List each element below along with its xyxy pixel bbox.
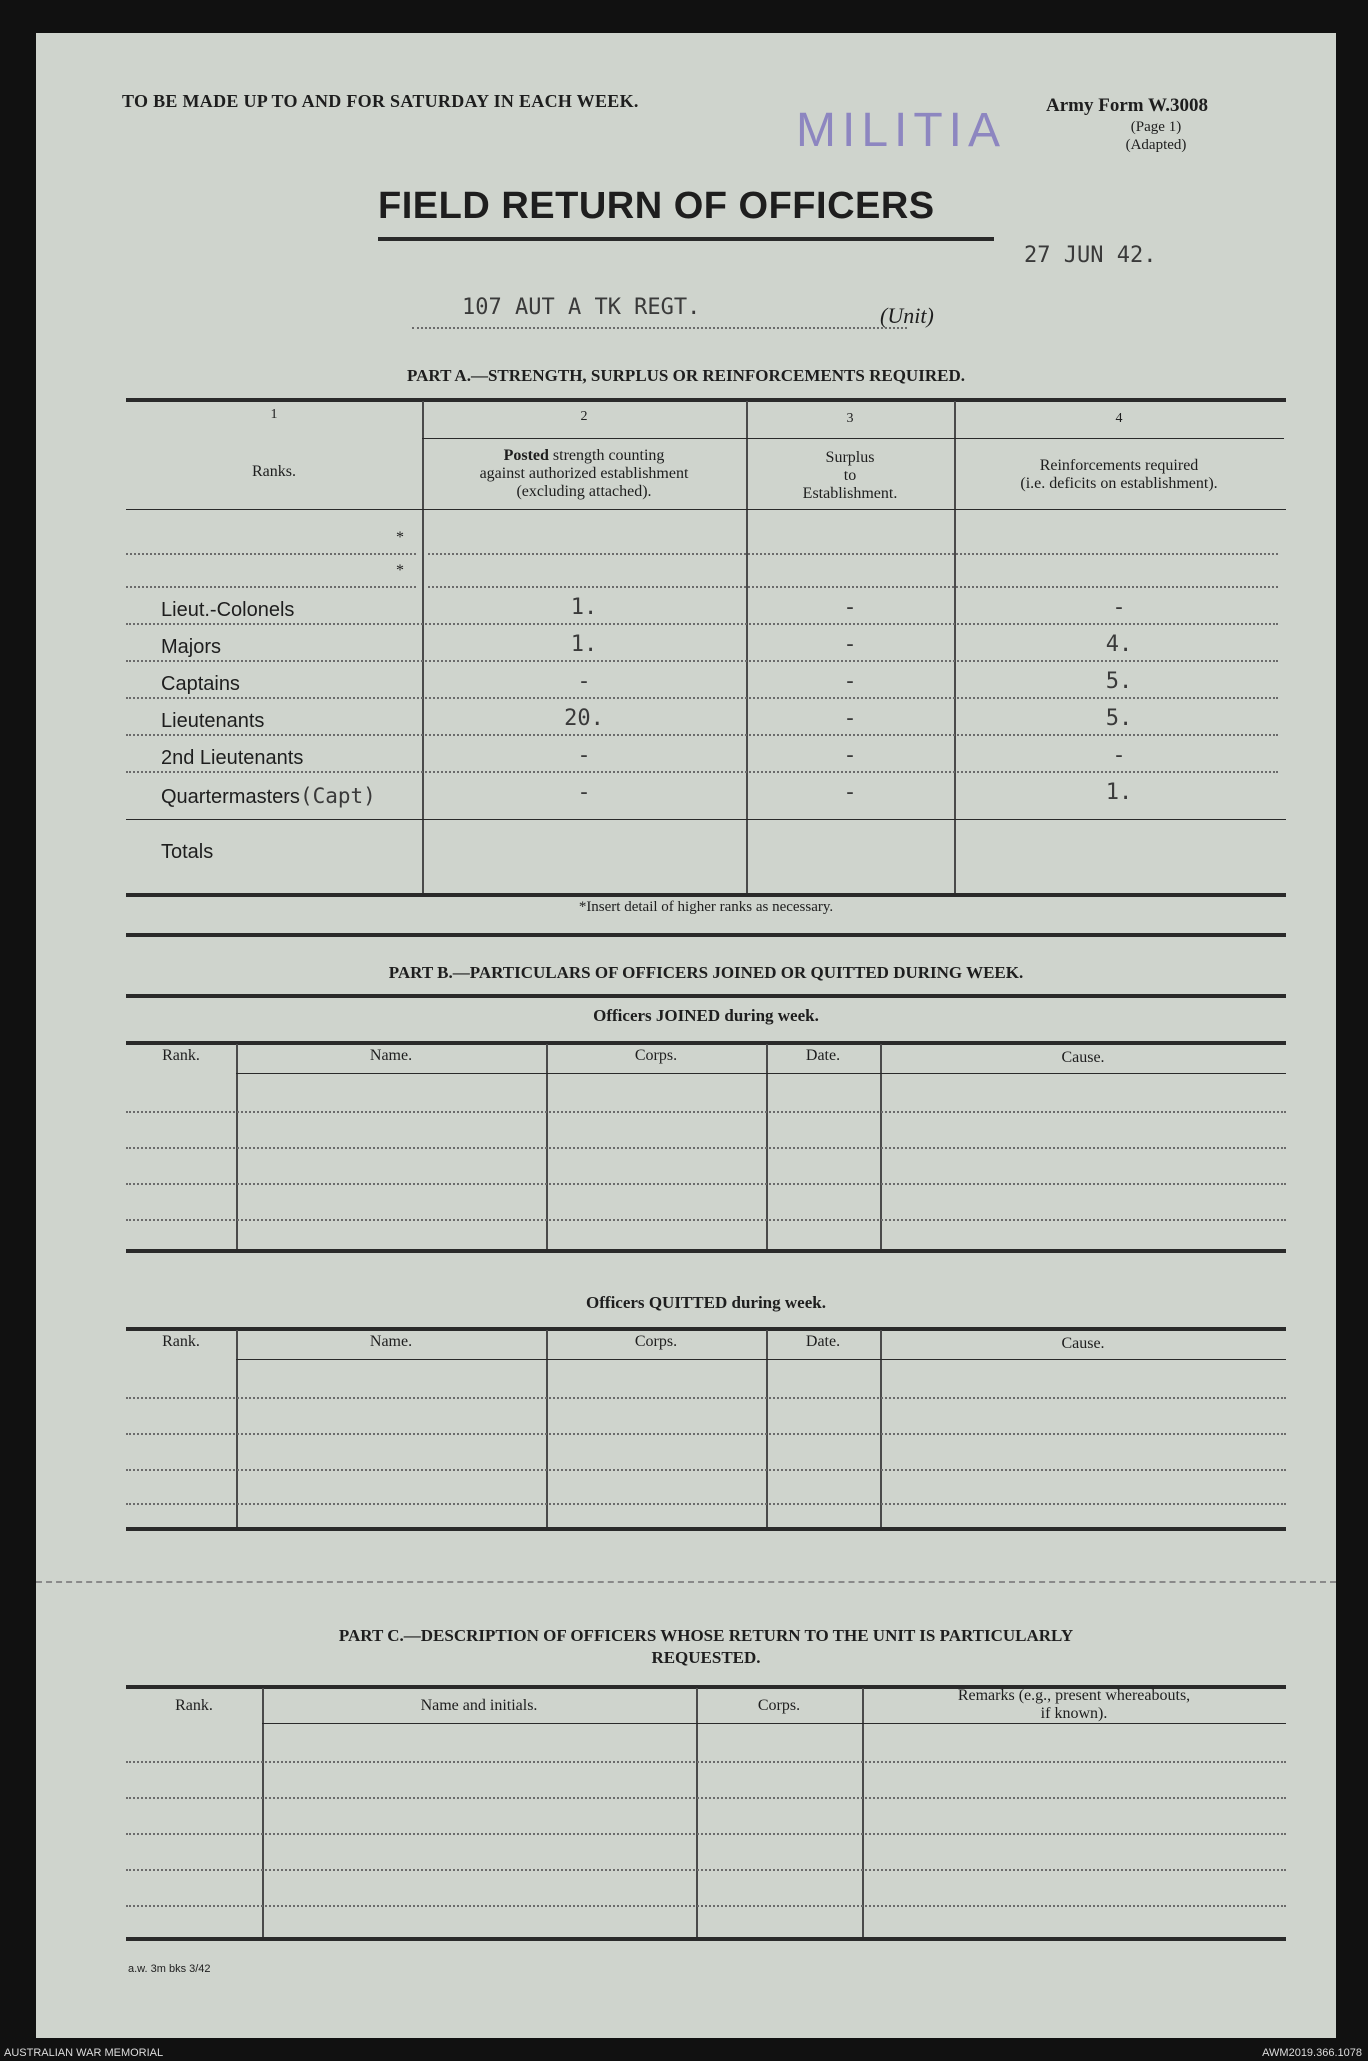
col-header-posted bbox=[422, 447, 746, 501]
remarks-2: if known). bbox=[1040, 1705, 1108, 1722]
page-title: FIELD RETURN OF OFFICERS bbox=[378, 185, 935, 227]
reinf-lieut-colonels: - bbox=[1112, 595, 1126, 620]
col-header-surplus bbox=[746, 449, 954, 503]
quitted-line-3 bbox=[126, 1469, 1286, 1471]
print-code: a.w. 3m bks 3/42 bbox=[128, 1963, 211, 1975]
row-line-5 bbox=[126, 771, 1278, 773]
instruction-text: TO BE MADE UP TO AND FOR SATURDAY IN EACH WEEK. bbox=[122, 91, 639, 111]
quitted-col-corps: Corps. bbox=[634, 1333, 678, 1350]
unit-value: 107 AUT A TK REGT. bbox=[462, 295, 701, 320]
quitted-title-pre: Officers bbox=[586, 1293, 649, 1312]
rank-quartermasters bbox=[161, 784, 376, 809]
header-bottom-rule bbox=[126, 509, 1286, 510]
col-number-1: 1 bbox=[270, 407, 278, 422]
col-header-ranks: Ranks. bbox=[252, 463, 296, 480]
surplus-2: to bbox=[843, 467, 857, 484]
asterisk-2: * bbox=[396, 562, 404, 579]
part-a-end-rule bbox=[126, 933, 1286, 937]
unit-label: (Unit) bbox=[880, 303, 934, 328]
joined-title-pre: Officers bbox=[593, 1006, 656, 1025]
form-adapted: (Adapted) bbox=[1125, 137, 1187, 153]
asterisk-1: * bbox=[396, 529, 404, 546]
militia-stamp: MILITIA bbox=[796, 104, 1007, 157]
part-c-col-corps: Corps. bbox=[757, 1697, 801, 1714]
footer-right: AWM2019.366.1078 bbox=[1262, 2047, 1362, 2059]
surplus-lieutenants: - bbox=[843, 706, 857, 731]
reinf-1: Reinforcements required bbox=[1039, 457, 1199, 474]
joined-title-post: during week. bbox=[720, 1006, 819, 1025]
surplus-majors: - bbox=[843, 632, 857, 657]
quitted-col-rank: Rank. bbox=[162, 1333, 200, 1350]
joined-title-key: JOINED bbox=[655, 1006, 721, 1025]
rank-majors: Majors bbox=[161, 636, 222, 658]
posted-rest: strength counting bbox=[548, 447, 665, 464]
quitted-col-date: Date. bbox=[805, 1333, 841, 1350]
joined-title bbox=[126, 1006, 1286, 1026]
return-date: 27 JUN 42. bbox=[1024, 243, 1157, 268]
row-line-1 bbox=[126, 623, 1278, 625]
part-c-div-2 bbox=[696, 1688, 698, 1940]
quitted-col-cause: Cause. bbox=[1061, 1335, 1105, 1352]
col-header-reinforcements bbox=[954, 457, 1284, 493]
posted-line2: against authorized establishment bbox=[479, 465, 689, 482]
row-line-2 bbox=[126, 660, 1278, 662]
rank-captains: Captains bbox=[161, 673, 240, 695]
surplus-1: Surplus bbox=[825, 449, 875, 466]
rank-quartermasters-label: Quartermasters bbox=[161, 786, 300, 808]
joined-line-3 bbox=[126, 1183, 1286, 1185]
part-c-header-rule bbox=[262, 1723, 1286, 1724]
rank-2nd-lieutenants: 2nd Lieutenants bbox=[161, 747, 304, 769]
detail-right-line-2 bbox=[428, 586, 1278, 588]
form-number: Army Form W.3008 bbox=[1046, 95, 1209, 116]
part-c-line-2 bbox=[126, 1797, 1286, 1799]
form-page bbox=[36, 33, 1336, 2038]
rank-quartermasters-note: (Capt) bbox=[299, 784, 376, 808]
totals-label: Totals bbox=[161, 841, 214, 863]
surplus-3: Establishment. bbox=[802, 485, 898, 502]
reinf-quartermasters: 1. bbox=[1105, 780, 1133, 805]
quitted-title bbox=[126, 1293, 1286, 1313]
joined-line-1 bbox=[126, 1111, 1286, 1113]
footer-left: AUSTRALIAN WAR MEMORIAL bbox=[4, 2047, 164, 2059]
form-page: (Page 1) bbox=[1130, 119, 1182, 135]
row-line-4 bbox=[126, 734, 1278, 736]
detail-line-1 bbox=[126, 553, 416, 555]
rank-lieutenants: Lieutenants bbox=[161, 710, 265, 732]
reinf-majors: 4. bbox=[1105, 632, 1133, 657]
posted-line3: (excluding attached). bbox=[516, 483, 652, 500]
reinf-2: (i.e. deficits on establishment). bbox=[1020, 475, 1218, 492]
detail-line-2 bbox=[126, 586, 416, 588]
row-line-3 bbox=[126, 697, 1278, 699]
posted-lieut-colonels: 1. bbox=[570, 595, 598, 620]
detail-right-line-1 bbox=[428, 553, 1278, 555]
part-c-bottom-rule bbox=[126, 1937, 1286, 1941]
col-number-4: 4 bbox=[1115, 411, 1123, 426]
quitted-col-name: Name. bbox=[369, 1333, 413, 1350]
part-c-col-rank: Rank. bbox=[175, 1697, 213, 1714]
part-a-title: PART A.—STRENGTH, SURPLUS OR REINFORCEMENTS REQUIRED. bbox=[407, 366, 965, 385]
posted-bold: Posted bbox=[503, 447, 549, 464]
joined-col-rank: Rank. bbox=[162, 1047, 200, 1064]
joined-col-corps: Corps. bbox=[634, 1047, 678, 1064]
joined-col-date: Date. bbox=[805, 1047, 841, 1064]
totals-top-rule bbox=[126, 819, 1286, 820]
perforation-line bbox=[36, 1581, 1336, 1583]
surplus-lieut-colonels: - bbox=[843, 595, 857, 620]
col-number-2: 2 bbox=[580, 409, 588, 424]
joined-top-rule bbox=[126, 1041, 1286, 1045]
surplus-quartermasters: - bbox=[843, 780, 857, 805]
reinf-lieutenants: 5. bbox=[1105, 706, 1133, 731]
title-underline bbox=[378, 237, 994, 241]
part-c-line-5 bbox=[126, 1905, 1286, 1907]
quitted-line-1 bbox=[126, 1397, 1286, 1399]
quitted-line-4 bbox=[126, 1503, 1286, 1505]
joined-header-rule bbox=[236, 1073, 1286, 1074]
quitted-top-rule bbox=[126, 1327, 1286, 1331]
rank-lieut-colonels: Lieut.-Colonels bbox=[161, 599, 295, 621]
posted-2nd-lieutenants: - bbox=[577, 743, 591, 768]
unit-dotted-line bbox=[412, 327, 907, 329]
part-c-line-1 bbox=[126, 1761, 1286, 1763]
quitted-header-rule bbox=[236, 1359, 1286, 1360]
part-c-title bbox=[126, 1625, 1286, 1669]
part-c-col-remarks bbox=[862, 1687, 1286, 1723]
part-b-top-rule bbox=[126, 994, 1286, 998]
joined-col-name: Name. bbox=[369, 1047, 413, 1064]
posted-quartermasters: - bbox=[577, 780, 591, 805]
posted-captains: - bbox=[577, 669, 591, 694]
quitted-title-key: QUITTED bbox=[648, 1293, 728, 1312]
part-c-line-4 bbox=[126, 1869, 1286, 1871]
joined-col-cause: Cause. bbox=[1061, 1049, 1105, 1066]
reinf-captains: 5. bbox=[1105, 669, 1133, 694]
reinf-2nd-lieutenants: - bbox=[1112, 743, 1126, 768]
part-c-line-3 bbox=[126, 1833, 1286, 1835]
part-a-top-rule bbox=[126, 398, 1286, 402]
part-c-div-3 bbox=[862, 1688, 864, 1940]
quitted-title-post: during week. bbox=[727, 1293, 826, 1312]
part-a-bottom-rule bbox=[126, 893, 1286, 897]
part-c-title-line1: PART C.—DESCRIPTION OF OFFICERS WHOSE RETURN TO THE UNIT IS PARTICULARLY bbox=[338, 1626, 1074, 1645]
posted-majors: 1. bbox=[570, 632, 598, 657]
remarks-1: Remarks (e.g., present whereabouts, bbox=[957, 1687, 1191, 1704]
surplus-captains: - bbox=[843, 669, 857, 694]
surplus-2nd-lieutenants: - bbox=[843, 743, 857, 768]
header-subrule bbox=[422, 438, 1284, 439]
joined-line-2 bbox=[126, 1147, 1286, 1149]
part-c-title-line2: REQUESTED. bbox=[651, 1648, 761, 1667]
part-b-title: PART B.—PARTICULARS OF OFFICERS JOINED OR QUITTED DURING WEEK. bbox=[388, 963, 1024, 982]
part-c-col-name: Name and initials. bbox=[420, 1697, 538, 1714]
quitted-bottom-rule bbox=[126, 1527, 1286, 1531]
joined-line-4 bbox=[126, 1219, 1286, 1221]
joined-bottom-rule bbox=[126, 1249, 1286, 1253]
col-number-3: 3 bbox=[846, 411, 854, 426]
posted-lieutenants: 20. bbox=[564, 706, 604, 731]
quitted-line-2 bbox=[126, 1433, 1286, 1435]
part-c-div-1 bbox=[262, 1688, 264, 1940]
part-a-footnote: *Insert detail of higher ranks as necessary. bbox=[578, 899, 834, 915]
